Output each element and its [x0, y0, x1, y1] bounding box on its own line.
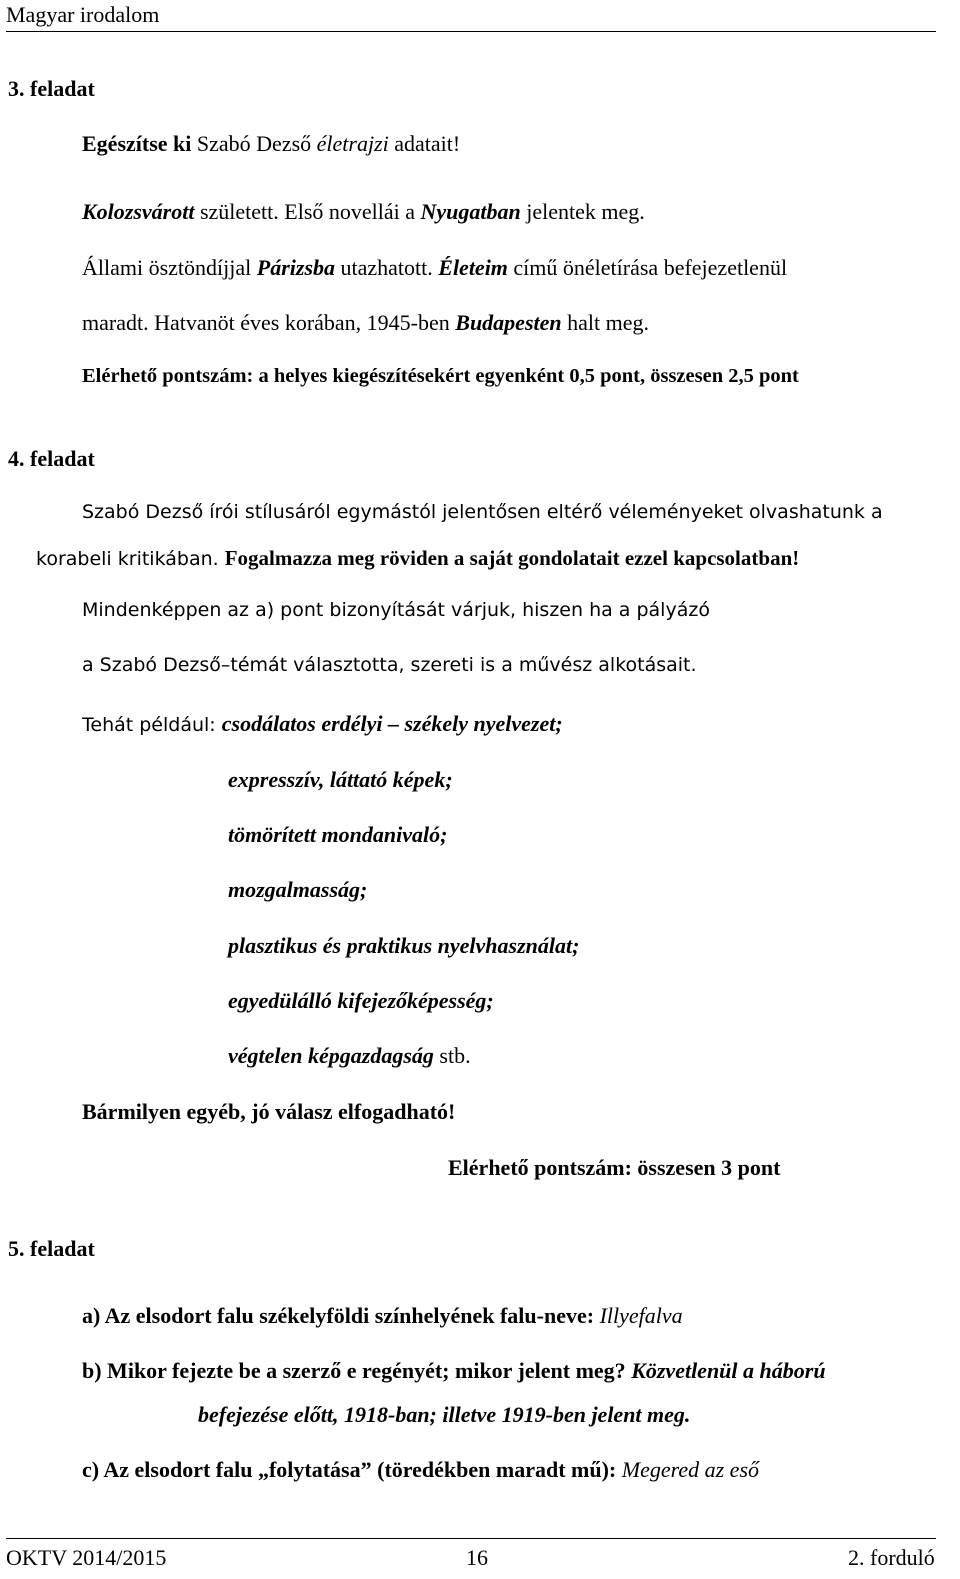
answer-kolozsvar: Kolozsvárott — [82, 199, 195, 224]
line-text: stb. — [433, 1043, 471, 1068]
line-text: maradt. Hatvanöt éves korában, 1945-ben — [82, 310, 456, 335]
instr-text: adatait! — [388, 131, 461, 156]
line-text: korabeli kritikában. — [36, 548, 225, 570]
task5-answer-b-cont: befejezése előtt, 1918-ban; illetve 1919-ben jelent meg. — [198, 1402, 691, 1427]
header-rule — [6, 31, 936, 32]
task4-para2-line2: a Szabó Dezső–témát választotta, szereti is a művész alkotásait. — [82, 654, 697, 676]
answer-budapest: Budapesten — [455, 310, 562, 335]
example-item: egyedülálló kifejezőképesség; — [228, 988, 494, 1013]
task3-line-1 — [82, 199, 645, 224]
task3-instruction — [82, 131, 460, 156]
task3-title: 3. feladat — [8, 76, 95, 101]
line-text: című önéletírása befejezetlenül — [507, 255, 788, 280]
running-header — [6, 2, 159, 27]
answer-parizs: Párizsba — [256, 255, 336, 280]
footer-exam: OKTV 2014/2015 — [6, 1545, 167, 1570]
task4-para1-line2 — [36, 545, 799, 571]
task5-question-c — [82, 1457, 759, 1482]
question-text: b) Mikor fejezte be a szerző e regényét; mikor jelent meg? — [82, 1358, 632, 1383]
example-item: mozgalmasság; — [228, 877, 368, 902]
answer-text: Illyefalva — [599, 1303, 683, 1328]
answer-nyugat: Nyugatban — [420, 199, 521, 224]
example-item: csodálatos erdélyi – székely nyelvezet; — [221, 711, 563, 736]
line-text: jelentek meg. — [520, 199, 645, 224]
example-item: tömörített mondanivaló; — [228, 822, 448, 847]
task4-title: 4. feladat — [8, 446, 95, 471]
task5-question-a — [82, 1303, 683, 1328]
subject-name: Magyar irodalom — [6, 2, 160, 27]
line-text: Tehát például: — [82, 714, 222, 736]
instr-italic: életrajzi — [316, 131, 389, 156]
answer-eleteim: Életeim — [438, 255, 508, 280]
line-text: Állami ösztöndíjjal — [82, 255, 257, 280]
example-item: végtelen képgazdagság — [228, 1043, 434, 1068]
example-item-last — [228, 1043, 471, 1068]
task5-question-b — [82, 1358, 826, 1383]
task3-line-2 — [82, 255, 787, 280]
line-text: halt meg. — [561, 310, 649, 335]
footer-page-number: 16 — [466, 1545, 488, 1570]
task3-score: Elérhető pontszám: a helyes kiegészítésekért egyenként 0,5 pont, összesen 2,5 pont — [82, 365, 799, 387]
answer-text: Megered az eső — [621, 1457, 760, 1482]
task4-para1-line1: Szabó Dezső írói stílusáról egymástól jelentősen eltérő véleményeket olvashatunk a — [82, 501, 883, 523]
question-text: a) Az elsodort falu székelyföldi színhelyének falu-neve: — [82, 1303, 600, 1328]
task4-para2-line1: Mindenképpen az a) pont bizonyítását várjuk, hiszen ha a pályázó — [82, 599, 710, 621]
instr-text: Szabó Dezső — [191, 131, 317, 156]
task3-line-3 — [82, 310, 649, 335]
instr-bold: Egészítse ki — [82, 131, 192, 156]
line-text: utazhatott. — [335, 255, 439, 280]
example-item: expresszív, láttató képek; — [228, 767, 453, 792]
task4-any-answer: Bármilyen egyéb, jó válasz elfogadható! — [82, 1099, 456, 1124]
task4-instruction: Fogalmazza meg röviden a saját gondolatait ezzel kapcsolatban! — [224, 546, 800, 570]
task4-score: Elérhető pontszám: összesen 3 pont — [448, 1155, 781, 1180]
task4-example-intro — [82, 711, 563, 737]
task5-title: 5. feladat — [8, 1236, 95, 1261]
line-text: született. Első novellái a — [194, 199, 421, 224]
footer-round: 2. forduló — [848, 1545, 935, 1570]
question-text: c) Az elsodort falu „folytatása” (töredékben maradt mű): — [82, 1457, 622, 1482]
answer-text: Közvetlenül a háború — [631, 1358, 826, 1383]
example-item: plasztikus és praktikus nyelvhasználat; — [228, 933, 580, 958]
footer-rule — [6, 1538, 936, 1539]
